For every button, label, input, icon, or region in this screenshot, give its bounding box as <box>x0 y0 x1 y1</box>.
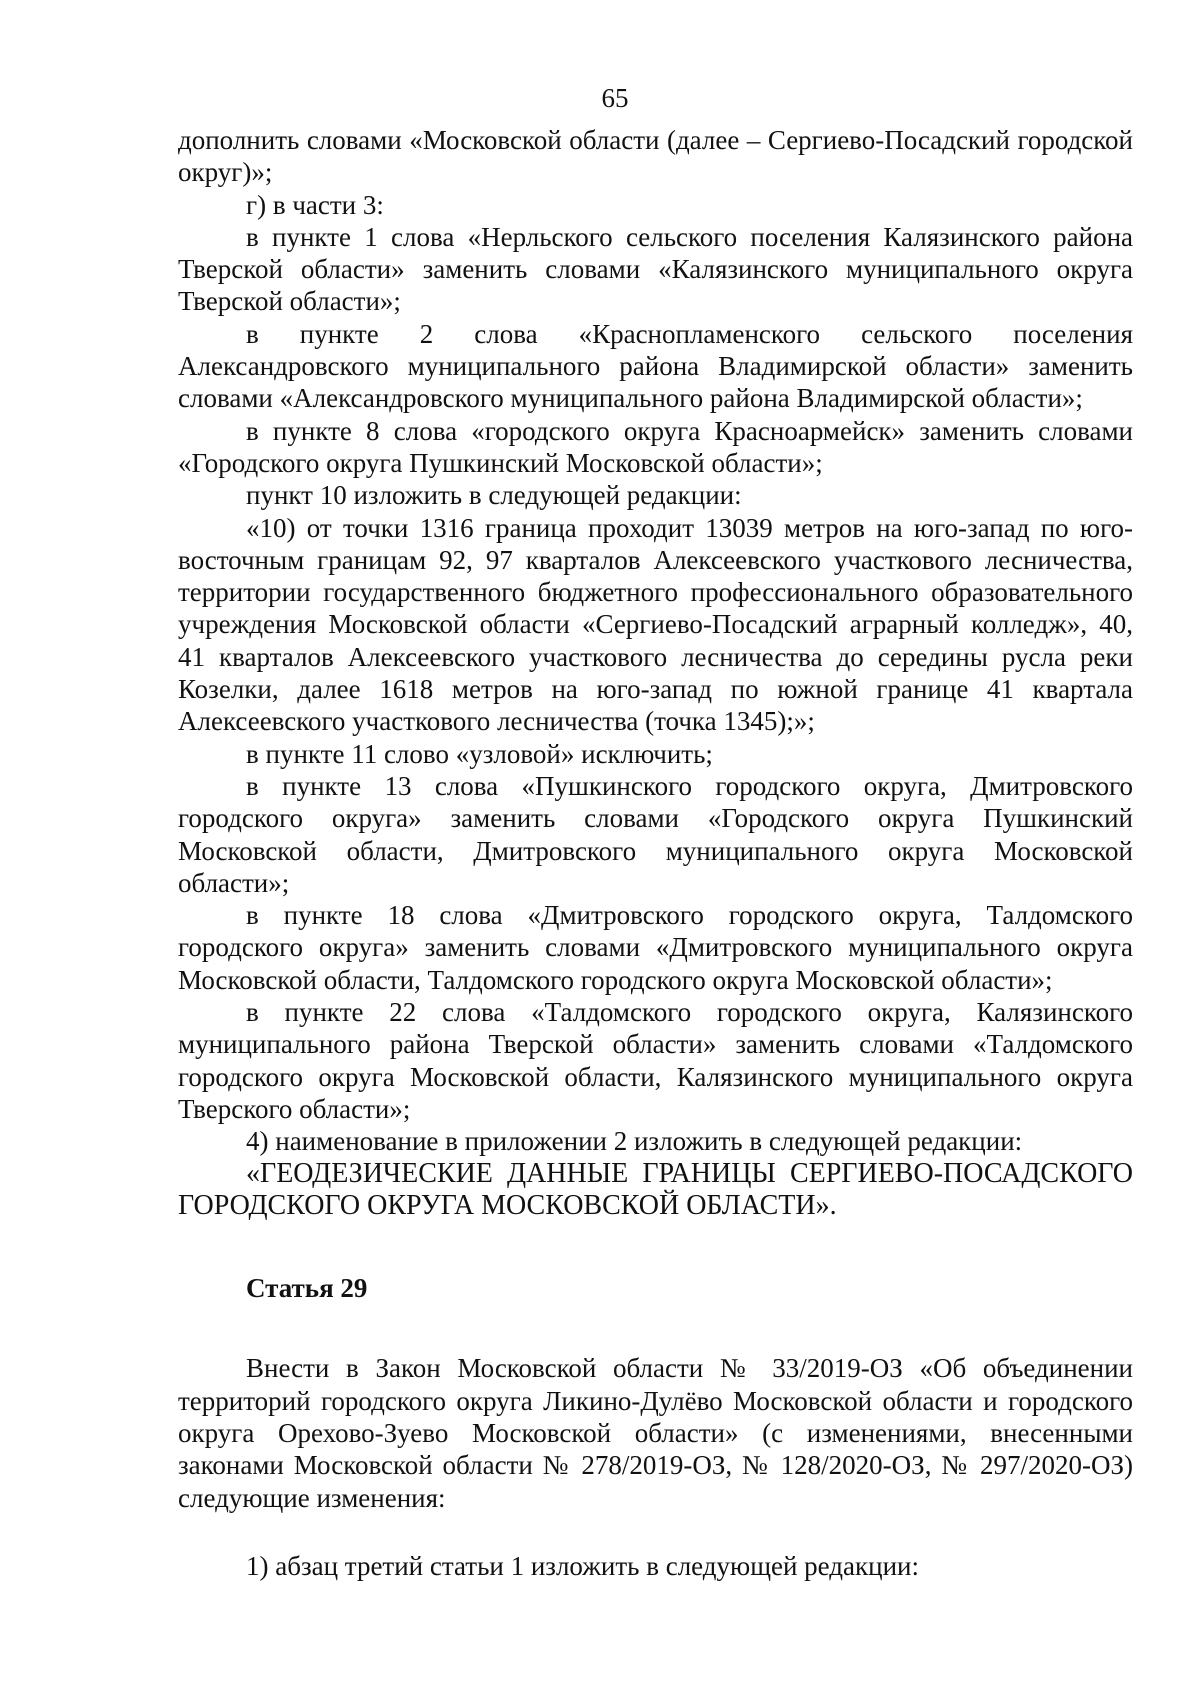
paragraph-point-13: в пункте 13 слова «Пушкинского городского округа, Дмитровского городского округа» заменить словами «Городского округа Пушкинский Московской области, Дмитровского муниципального округа Московской области»; <box>178 770 1133 898</box>
paragraph-point-10-text: «10) от точки 1316 граница проходит 13039 метров на юго-запад по юго-восточным границам 92, 97 кварталов Алексеевского участкового лесничества, территории государственного бюджетного профессионального образовательного учреждения Московской области «Сергиево-Посадский аграрный колледж», 40, 41 кварталов Алексеевского участкового лесничества до середины русла реки Козелки, далее 1618 метров на юго-запад по южной границе 41 квартала Алексеевского участкового лесничества (точка 1345);»; <box>178 512 1133 737</box>
paragraph-point-11: в пункте 11 слово «узловой» исключить; <box>246 738 713 769</box>
spacer <box>178 1222 1133 1272</box>
paragraph-item-4: 4) наименование в приложении 2 изложить в следующей редакции: <box>246 1126 1023 1157</box>
paragraph-point-8: в пункте 8 слова «городского округа Красноармейск» заменить словами «Городского округа Пушкинский Московской области»; <box>178 415 1133 478</box>
paragraph-continuation: дополнить словами «Московской области (далее – Сергиево-Посадский городской округ)»; <box>178 125 1133 188</box>
article-heading: Статья 29 <box>246 1273 368 1304</box>
article-intro: Внести в Закон Московской области № 33/2019-ОЗ «Об объединении территорий городского округа Ликино-Дулёво Московской области и городского округа Орехово-Зуево Московской области» (с изменениями, внесенными законами Московской области № 278/2019-ОЗ, № 128/2020-ОЗ, № 297/2020-ОЗ) следующие изменения: <box>178 1353 1133 1513</box>
document-body <box>178 124 1133 1582</box>
paragraph-point-22: в пункте 22 слова «Талдомского городского округа, Калязинского муниципального района Тверской области» заменить словами «Талдомского городского округа Московской области, Калязинского муниципального округа Тверского области»; <box>178 997 1133 1124</box>
appendix-title-text: «ГЕОДЕЗИЧЕСКИЕ ДАННЫЕ ГРАНИЦЫ СЕРГИЕВО-ПОСАДСКОГО ГОРОДСКОГО ОКРУГА МОСКОВСКОЙ ОБЛАСТИ». <box>178 1157 1133 1221</box>
paragraph-point-1: в пункте 1 слова «Нерльского сельского поселения Калязинского района Тверской области» заменить словами «Калязинского муниципального округа Тверской области»; <box>178 221 1133 317</box>
spacer <box>178 1514 1133 1550</box>
page-number: 65 <box>601 83 629 113</box>
article-item-1: 1) абзац третий статьи 1 изложить в следующей редакции: <box>246 1550 919 1581</box>
paragraph-point-18: в пункте 18 слова «Дмитровского городского округа, Талдомского городского округа» заменить словами «Дмитровского муниципального округа Московской области, Талдомского городского округа Московской области»; <box>178 900 1133 995</box>
paragraph-point-10-intro: пункт 10 изложить в следующей редакции: <box>246 480 742 511</box>
spacer <box>178 1304 1133 1352</box>
paragraph-part-3: г) в части 3: <box>246 189 384 220</box>
paragraph-point-2: в пункте 2 слова «Краснопламенского сельского поселения Александровского муниципального района Владимирской области» заменить словами «Александровского муниципального района Владимирской области»; <box>178 318 1133 414</box>
